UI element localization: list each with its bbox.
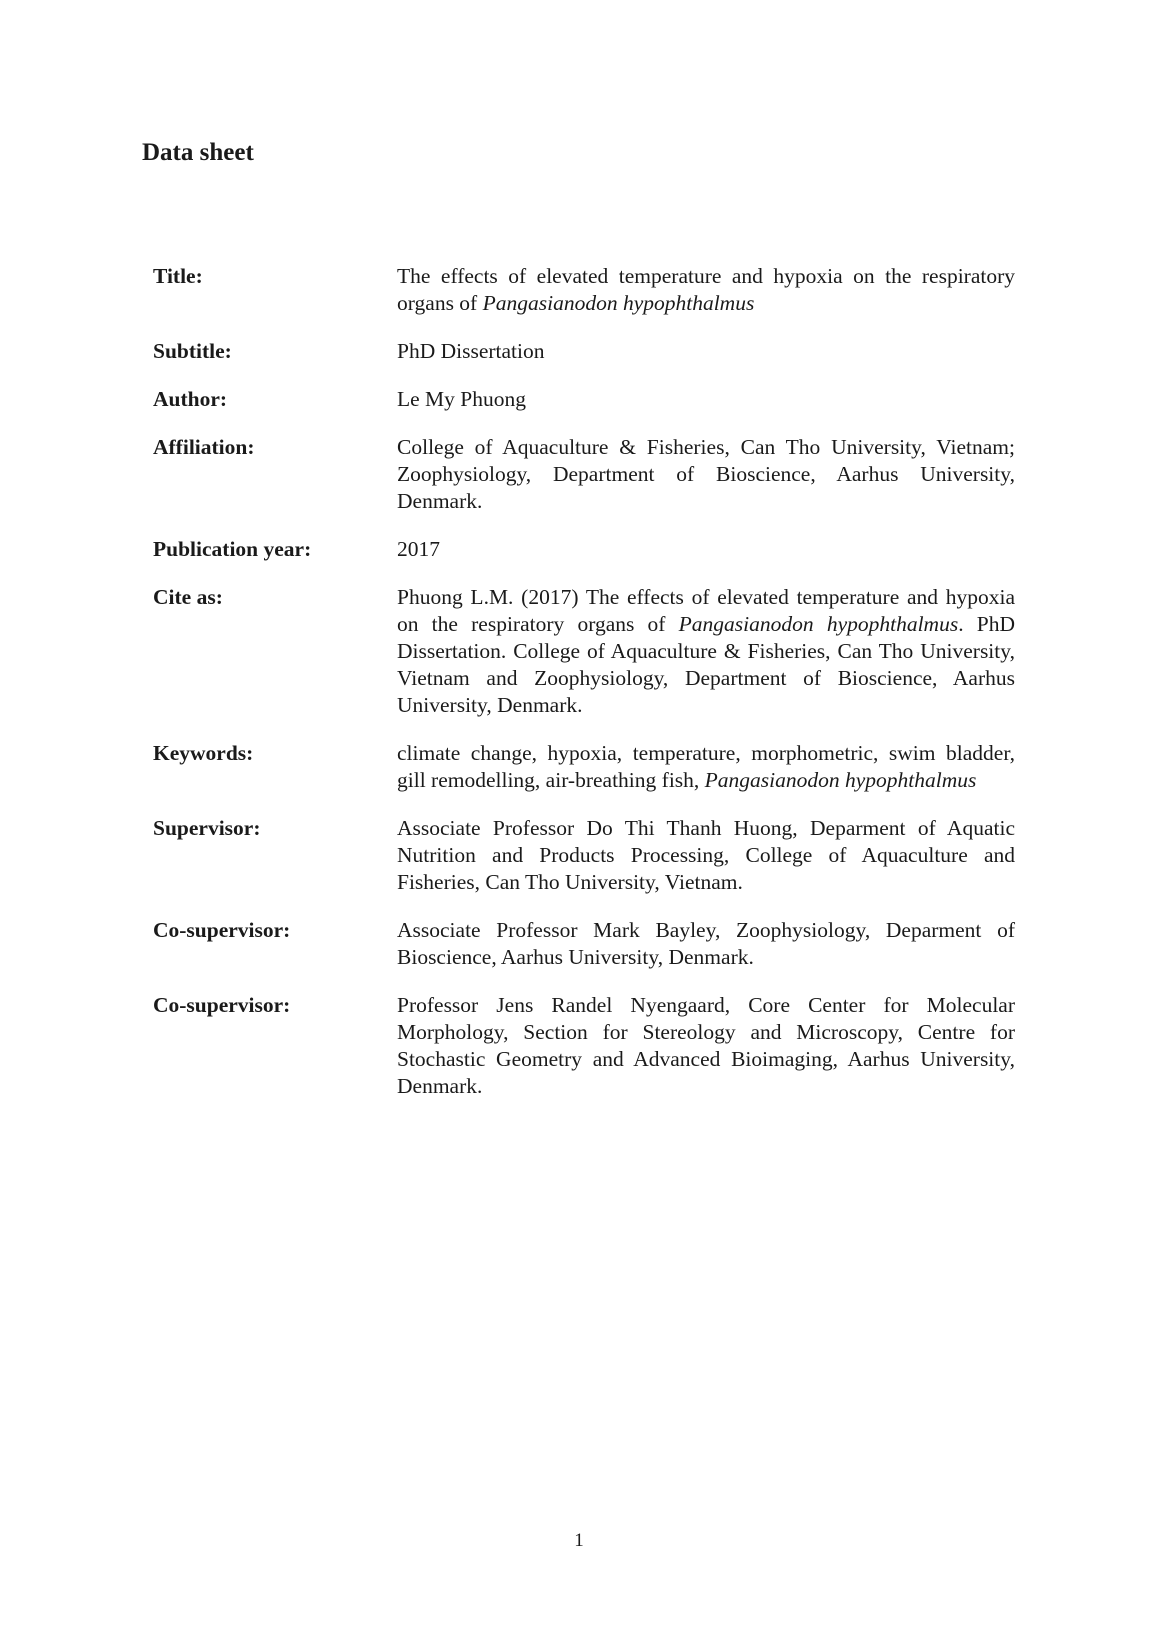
co-supervisor-value: Associate Professor Mark Bayley, Zoophysiology, Deparment of Bioscience, Aarhus University, Denmark. [397, 918, 1015, 969]
co-supervisor-row [153, 917, 1015, 971]
cite-as-text-before: Phuong L.M. (2017) The effects of elevated temperature and hypoxia on the respiratory organs of [397, 585, 1015, 636]
title-species: Pangasianodon hypophthalmus [482, 291, 755, 315]
subtitle-value: PhD Dissertation [397, 339, 545, 363]
cite-as-label: Cite as: [153, 585, 223, 609]
co-supervisor-row [153, 992, 1015, 1100]
publication-year-value: 2017 [397, 537, 440, 561]
supervisor-row [153, 815, 1015, 896]
publication-year-row [153, 536, 1015, 563]
co-supervisor-label: Co-supervisor: [153, 918, 291, 942]
author-value: Le My Phuong [397, 387, 526, 411]
affiliation-row [153, 434, 1015, 515]
keywords-value [397, 740, 1015, 794]
keywords-row [153, 740, 1015, 794]
data-sheet-table [153, 264, 1015, 1100]
author-row [153, 386, 1015, 413]
cite-as-value [397, 584, 1015, 719]
keywords-label: Keywords: [153, 741, 254, 765]
subtitle-label: Subtitle: [153, 339, 232, 363]
subtitle-row [153, 338, 1015, 365]
affiliation-label: Affiliation: [153, 435, 255, 459]
affiliation-value: College of Aquaculture & Fisheries, Can Tho University, Vietnam; Zoophysiology, Department of Bioscience, Aarhus University, Denmark. [397, 435, 1015, 513]
publication-year-label: Publication year: [153, 537, 312, 561]
title-value [397, 263, 1015, 317]
supervisor-label: Supervisor: [153, 816, 261, 840]
supervisor-value: Associate Professor Do Thi Thanh Huong, Deparment of Aquatic Nutrition and Products Processing, College of Aquaculture and Fisheries, Can Tho University, Vietnam. [397, 816, 1015, 894]
title-label: Title: [153, 264, 203, 288]
co-supervisor-value: Professor Jens Randel Nyengaard, Core Center for Molecular Morphology, Section for Stereology and Microscopy, Centre for Stochastic Geometry and Advanced Bioimaging, Aarhus University, Denmark. [397, 993, 1015, 1098]
keywords-text: climate change, hypoxia, temperature, morphometric, swim bladder, gill remodelling, air-breathing fish, [397, 741, 1015, 792]
title-text: The effects of elevated temperature and hypoxia on the respiratory organs of [397, 264, 1015, 315]
cite-as-text-after: . PhD Dissertation. College of Aquaculture & Fisheries, Can Tho University, Vietnam and Zoophysiology, Department of Bioscience, Aarhus University, Denmark. [397, 612, 1015, 717]
cite-as-species: Pangasianodon hypophthalmus [678, 612, 959, 636]
page-number: 1 [574, 1530, 584, 1551]
cite-as-row [153, 584, 1015, 719]
page-title: Data sheet [142, 139, 254, 166]
author-label: Author: [153, 387, 228, 411]
keywords-species: Pangasianodon hypophthalmus [704, 768, 977, 792]
co-supervisor-label: Co-supervisor: [153, 993, 291, 1017]
title-row [153, 263, 1015, 317]
